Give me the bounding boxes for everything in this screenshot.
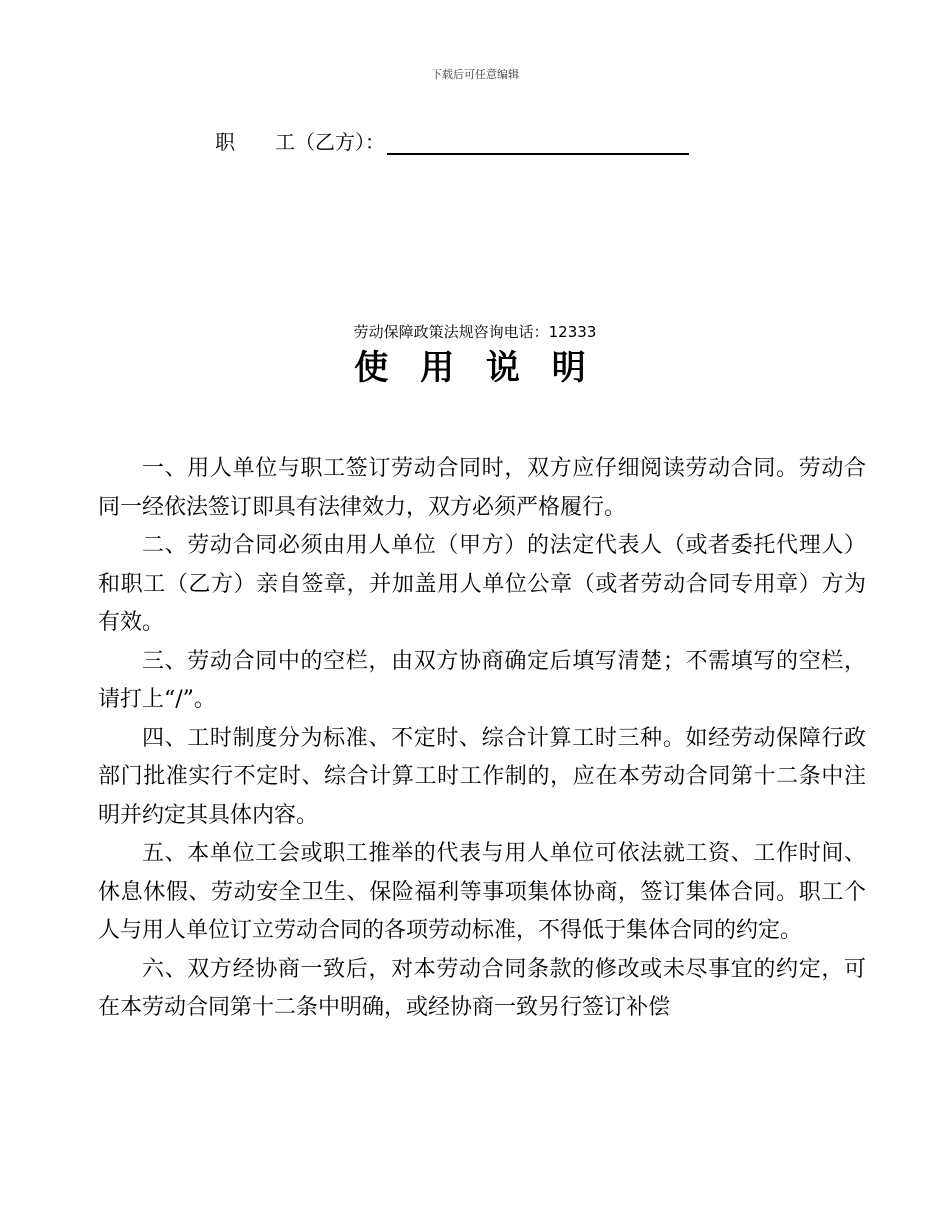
instruction-paragraph-6: 六、双方经协商一致后，对本劳动合同条款的修改或未尽事宜的约定，可在本劳动合同第十二条中明确，或经协商一致另行签订补偿 <box>98 956 866 1020</box>
employee-name-blank <box>387 129 689 155</box>
employee-label: 职 工（乙方）： <box>215 130 385 154</box>
instruction-paragraph-5: 五、本单位工会或职工推举的代表与用人单位可依法就工资、工作时间、休息休假、劳动安全卫生、保险福利等事项集体协商，签订集体合同。职工个人与用人单位订立劳动合同的各项劳动标准，不得低于集体合同的约定。 <box>98 841 866 943</box>
page-title: 使 用 说 明 <box>354 348 596 388</box>
instruction-paragraph-1: 一、用人单位与职工签订劳动合同时，双方应仔细阅读劳动合同。劳动合同一经依法签订即具有法律效力，双方必须严格履行。 <box>98 456 866 520</box>
instruction-paragraph-2: 二、劳动合同必须由用人单位（甲方）的法定代表人（或者委托代理人）和职工（乙方）亲自签章，并加盖用人单位公章（或者劳动合同专用章）方为有效。 <box>98 533 866 635</box>
hotline-text: 劳动保障政策法规咨询电话：12333 <box>353 323 597 341</box>
header-note: 下载后可任意编辑 <box>431 68 519 81</box>
instructions-body <box>98 450 866 1028</box>
employee-signature-line <box>215 126 689 155</box>
instruction-paragraph-4: 四、工时制度分为标准、不定时、综合计算工时三种。如经劳动保障行政部门批准实行不定时、综合计算工时工作制的，应在本劳动合同第十二条中注明并约定其具体内容。 <box>98 725 866 828</box>
instruction-paragraph-3: 三、劳动合同中的空栏，由双方协商确定后填写清楚；不需填写的空栏，请打上“/”。 <box>98 648 866 712</box>
